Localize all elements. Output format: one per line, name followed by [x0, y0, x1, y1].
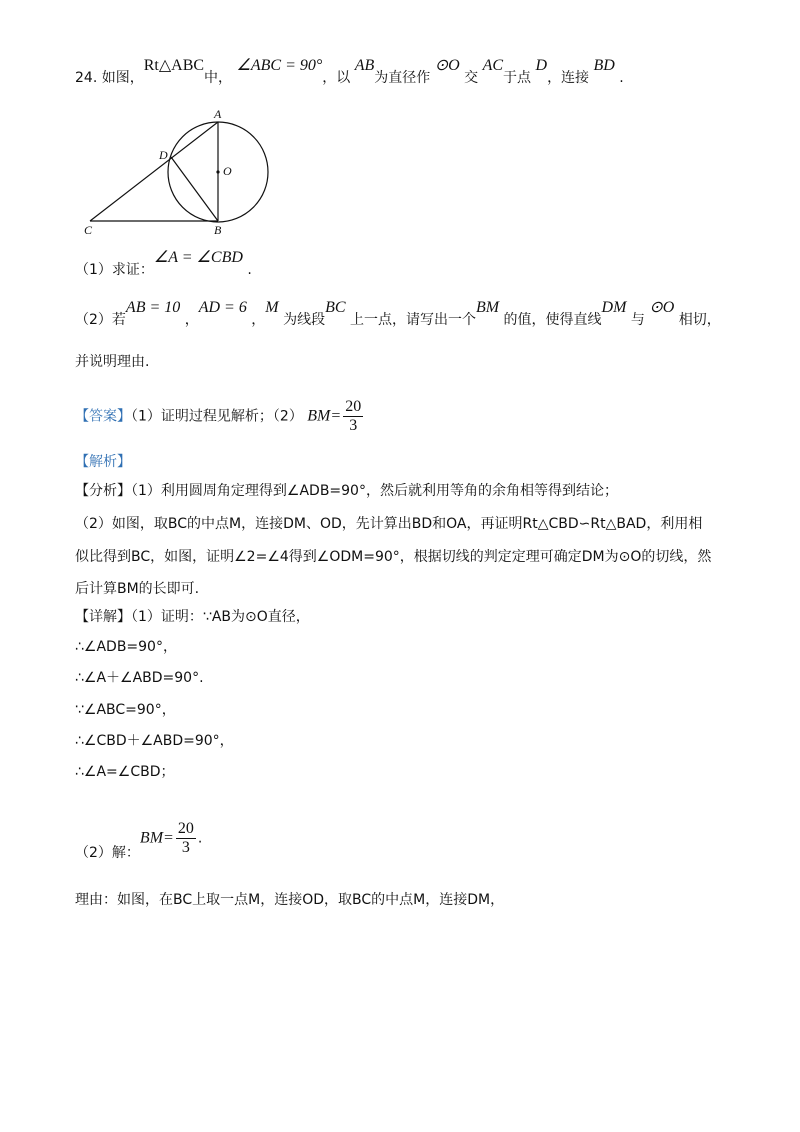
fraction-denominator: 3: [181, 839, 190, 856]
math-bm: BM: [475, 299, 500, 316]
text-point: 上一点，请写出一个: [349, 312, 476, 328]
segment-db: [171, 157, 218, 221]
label-a: A: [214, 107, 222, 121]
math-ab-10: AB = 10: [125, 299, 181, 316]
jiexi-tag: 【解析】: [75, 454, 131, 470]
part2-line: [75, 299, 721, 330]
label-d: D: [159, 148, 168, 162]
answer-fraction: [343, 398, 363, 435]
math-ac: AC: [482, 57, 504, 74]
part1-prefix: （1）求证：: [75, 262, 154, 278]
solution-line: [75, 820, 203, 861]
solution-bm: BM=: [139, 829, 174, 847]
text-diameter: 为直径作: [374, 70, 431, 86]
math-dm: DM: [601, 299, 627, 316]
answer-bm: BM=: [307, 407, 342, 425]
text-end: .: [619, 70, 624, 86]
answer-line: [75, 398, 365, 435]
fenxi-line-2: （2）如图，取BC的中点M，连接DM、OD，先计算出BD和OA，再证明Rt△CBD∽Rt△BAD，利用相: [75, 516, 703, 532]
math-ad-6: AD = 6: [198, 299, 247, 316]
math-rt-abc: Rt△ABC: [143, 57, 205, 74]
detail-line-6: ∴∠A=∠CBD；: [75, 764, 175, 780]
comma: ，: [251, 312, 266, 328]
text-value: 的值，使得直线: [503, 312, 602, 328]
math-d: D: [535, 57, 548, 74]
text-segment: 为线段: [283, 312, 326, 328]
question-line: [75, 57, 624, 88]
math-circle-o: ⊙O: [434, 57, 460, 74]
fenxi-line-3: 似比得到BC，如图，证明∠2=∠4得到∠ODM=90°，根据切线的判定定理可确定DM为⊙O的切线，然: [75, 549, 712, 565]
math-bd: BD: [593, 57, 615, 74]
comma: ，: [184, 312, 199, 328]
solution-end: .: [197, 830, 203, 847]
question-number: 24. 如图，: [75, 70, 144, 86]
text-yudian: 于点: [503, 70, 532, 86]
part1-end: .: [247, 262, 252, 278]
fenxi-line-1: 【分析】（1）利用圆周角定理得到∠ADB=90°，然后就利用等角的余角相等得到结论；: [75, 483, 618, 499]
text-lianjie: ，连接: [547, 70, 590, 86]
math-ab: AB: [354, 57, 375, 74]
fraction-numerator: 20: [345, 398, 362, 415]
part1-line: [75, 249, 252, 280]
geometry-diagram: [80, 105, 280, 240]
text-yu: 与: [630, 312, 645, 328]
text-yi: ，以: [322, 70, 351, 86]
detail-line-4: ∵∠ABC=90°，: [75, 702, 176, 718]
answer-text: （1）证明过程见解析；（2）: [131, 408, 303, 425]
solution-prefix: （2）解：: [75, 844, 140, 861]
math-angle-a-cbd: ∠A = ∠CBD: [153, 249, 243, 266]
detail-line-5: ∴∠CBD＋∠ABD=90°，: [75, 733, 234, 749]
text-jiao: 交: [464, 70, 479, 86]
solution-fraction: [176, 820, 196, 857]
text-tangent: 相切，: [678, 312, 721, 328]
fraction-denominator: 3: [349, 417, 358, 434]
label-c: C: [84, 223, 93, 237]
label-b: B: [214, 223, 222, 237]
detail-line-3: ∴∠A＋∠ABD=90°.: [75, 670, 204, 686]
segment-ca: [90, 122, 218, 221]
answer-tag: 【答案】: [75, 408, 131, 425]
math-m: M: [265, 299, 279, 316]
math-bc: BC: [325, 299, 346, 316]
part2-prefix: （2）若: [75, 312, 126, 328]
detail-line-2: ∴∠ADB=90°，: [75, 639, 177, 655]
math-circle-o-2: ⊙O: [649, 299, 675, 316]
fraction-numerator: 20: [177, 820, 194, 837]
label-o: O: [223, 164, 232, 178]
text-zhong: 中，: [204, 70, 233, 86]
math-angle-abc: ∠ABC = 90°: [236, 57, 323, 74]
part2-reason: 并说明理由.: [75, 354, 150, 370]
point-o: [216, 170, 219, 173]
fenxi-line-4: 后计算BM的长即可.: [75, 581, 200, 597]
reason-line: 理由：如图，在BC上取一点M，连接OD，取BC的中点M，连接DM，: [75, 892, 505, 908]
detail-line-1: 【详解】（1）证明：∵AB为⊙O直径，: [75, 609, 310, 625]
